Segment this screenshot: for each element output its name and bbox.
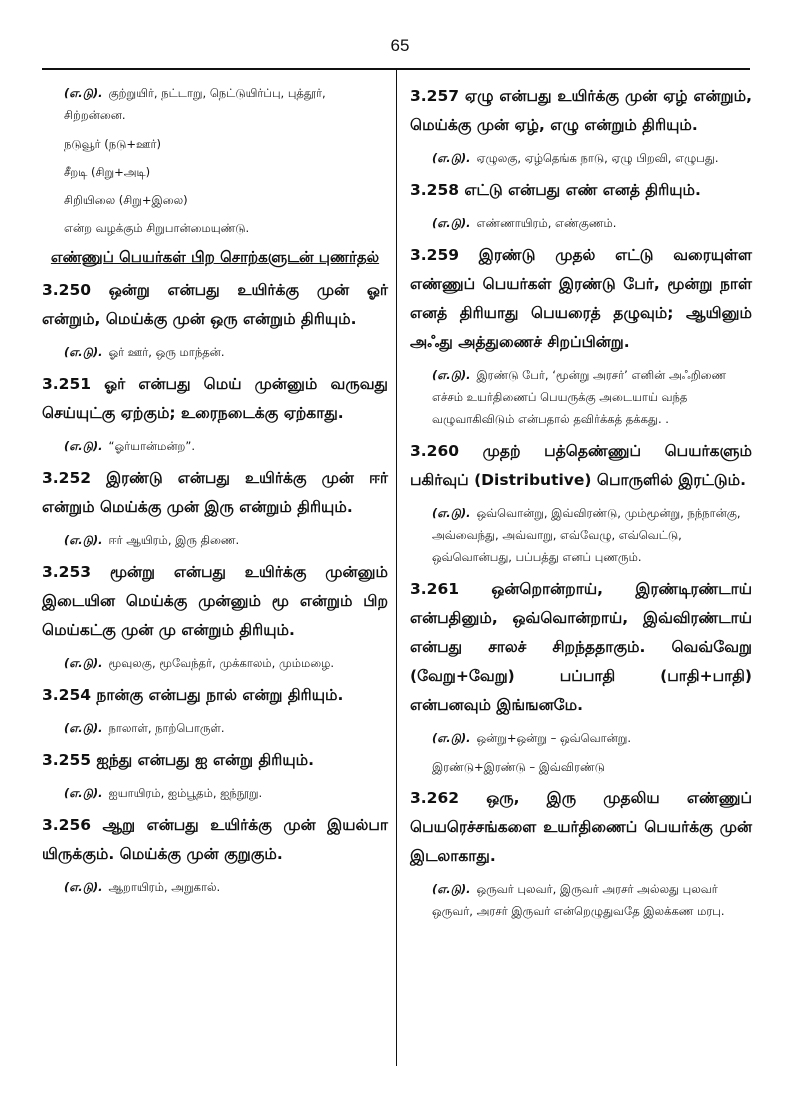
example-tag: (எ.டு). (432, 882, 471, 896)
example-3-252 (42, 529, 388, 551)
example-intro (42, 82, 388, 126)
compound-line: சீறடி (சிறு+அடி) (64, 165, 151, 179)
example-3-259 (410, 364, 752, 430)
page-number: 65 (390, 36, 410, 55)
rule-3-258: 3.258 எட்டு என்பது எண் எனத் திரியும். (410, 181, 701, 199)
example-tag: (எ.டு). (64, 86, 103, 100)
example-tag: (எ.டு). (432, 506, 471, 520)
section-heading: எண்ணுப் பெயர்கள் பிற சொற்களுடன் புணர்தல் (50, 248, 380, 266)
example-text: ஆறாயிரம், அறுகால். (108, 880, 221, 894)
rule-3-250: 3.250 ஒன்று என்பது உயிர்க்கு முன் ஓர் என்றும், மெய்க்கு முன் ஒரு என்றும் திரியும். (42, 281, 388, 328)
example-3-254 (42, 717, 388, 739)
rule-3-257: 3.257 ஏழு என்பது உயிர்க்கு முன் ஏழ் என்றும், மெய்க்கு முன் ஏழ், எழு என்றும் திரியும். (410, 87, 752, 134)
rule-3-260: 3.260 முதற் பத்தெண்ணுப் பெயர்களும் பகிர்வுப் (Distributive) பொருளில் இரட்டும். (410, 442, 752, 489)
example-3-258 (410, 212, 752, 234)
example-text: ஒன்று+ஒன்று – ஒவ்வொன்று. (476, 731, 632, 745)
rule-3-254: 3.254 நான்கு என்பது நால் என்று திரியும். (42, 686, 344, 704)
compound-line: இரண்டு+இரண்டு – இவ்விரண்டு (432, 760, 605, 774)
right-column (410, 82, 752, 929)
compound-line: நடுவூர் (நடு+ஊர்) (64, 137, 162, 151)
rule-3-251: 3.251 ஓர் என்பது மெய் முன்னும் வருவது செய்யுட்கு ஏற்கும்; உரைநடைக்கு ஏற்காது. (42, 375, 388, 422)
example-3-261 (410, 727, 752, 749)
example-tag: (எ.டு). (64, 880, 103, 894)
example-tag: (எ.டு). (432, 151, 471, 165)
example-tag: (எ.டு). (432, 368, 471, 382)
example-3-256 (42, 876, 388, 898)
example-text: நாலாள், நாற்பொருள். (108, 721, 225, 735)
example-tag: (எ.டு). (64, 721, 103, 735)
example-text: எண்ணாயிரம், எண்குணம். (476, 216, 617, 230)
example-text: ஏழுலகு, ஏழ்தெங்க நாடு, ஏழு பிறவி, எழுபது. (476, 151, 719, 165)
example-text: ஓர் ஊர், ஒரு மாந்தன். (108, 345, 225, 359)
usage-note: என்ற வழக்கும் சிறுபான்மையுண்டு. (64, 221, 250, 235)
rule-3-253: 3.253 மூன்று என்பது உயிர்க்கு முன்னும் இடையின மெய்க்கு முன்னும் மூ என்றும் பிற மெய்கட்கு முன் மு என்றும் திரியும். (42, 563, 388, 639)
compound-line: சிறியிலை (சிறு+இலை) (64, 193, 188, 207)
example-text: ஐயாயிரம், ஐம்பூதம், ஐந்நூறு. (108, 786, 263, 800)
rule-3-261: 3.261 ஒன்றொன்றாய், இரண்டிரண்டாய் என்பதினும், ஒவ்வொன்றாய், இவ்விரண்டாய் என்பது சாலச் சிறந்ததாகும். வெவ்வேறு (வேறு+வேறு) பப்பாதி (பாதி+பாதி) என்பனவும் இங்ஙனமே. (410, 580, 752, 714)
example-tag: (எ.டு). (64, 656, 103, 670)
example-text: “ஓர்யான்மன்ற”. (108, 439, 195, 453)
rule-3-259: 3.259 இரண்டு முதல் எட்டு வரையுள்ள எண்ணுப் பெயர்கள் இரண்டு பேர், மூன்று நாள் எனத் திரியாது பெயரைத் தழுவும்; ஆயினும் அஃது அத்துணைச் சிறப்பின்று. (410, 246, 752, 351)
example-text: ஒருவர் புலவர், இருவர் அரசர் அல்லது புலவர் ஒருவர், அரசர் இருவர் என்றெழுதுவதே இலக்கண மரபு. (432, 882, 725, 918)
example-3-251 (42, 435, 388, 457)
example-tag: (எ.டு). (64, 786, 103, 800)
example-3-255 (42, 782, 388, 804)
rule-3-262: 3.262 ஒரு, இரு முதலிய எண்ணுப் பெயரெச்சங்களை உயர்திணைப் பெயர்க்கு முன் இடலாகாது. (410, 789, 752, 865)
column-divider (396, 70, 397, 1066)
example-text: ஈர் ஆயிரம், இரு திணை. (108, 533, 240, 547)
example-tag: (எ.டு). (64, 533, 103, 547)
left-column (42, 82, 388, 905)
example-3-253 (42, 652, 388, 674)
example-tag: (எ.டு). (64, 439, 103, 453)
example-tag: (எ.டு). (432, 731, 471, 745)
rule-3-252: 3.252 இரண்டு என்பது உயிர்க்கு முன் ஈர் என்றும் மெய்க்கு முன் இரு என்றும் திரியும். (42, 469, 388, 516)
rule-3-256: 3.256 ஆறு என்பது உயிர்க்கு முன் இயல்பா யிருக்கும். மெய்க்கு முன் குறுகும். (42, 816, 388, 863)
example-text: இரண்டு பேர், ‘மூன்று அரசர்’ எனின் அஃறிணை எச்சம் உயர்திணைப் பெயருக்கு அடையாய் வந்த வழுவாகிவிடும் என்பதால் தவிர்க்கத் தக்கது. . (432, 368, 727, 426)
example-3-262 (410, 878, 752, 922)
example-tag: (எ.டு). (432, 216, 471, 230)
example-tag: (எ.டு). (64, 345, 103, 359)
example-3-257 (410, 147, 752, 169)
example-text: ஒவ்வொன்று, இவ்விரண்டு, மும்மூன்று, நந்நான்கு, அவ்வைந்து, அவ்வாறு, எவ்வேழு, எவ்வெட்டு, ஒவ்வொன்பது, பப்பத்து எனப் புணரும். (432, 506, 741, 564)
rule-3-255: 3.255 ஐந்து என்பது ஐ என்று திரியும். (42, 751, 314, 769)
example-text: மூவுலகு, மூவேந்தர், முக்காலம், மும்மழை. (108, 656, 335, 670)
example-3-260 (410, 502, 752, 568)
example-3-250 (42, 341, 388, 363)
example-text: குற்றுயிர், நட்டாறு, நெட்டுயிர்ப்பு, புத்தூர், சிற்றன்னை. (64, 86, 326, 122)
